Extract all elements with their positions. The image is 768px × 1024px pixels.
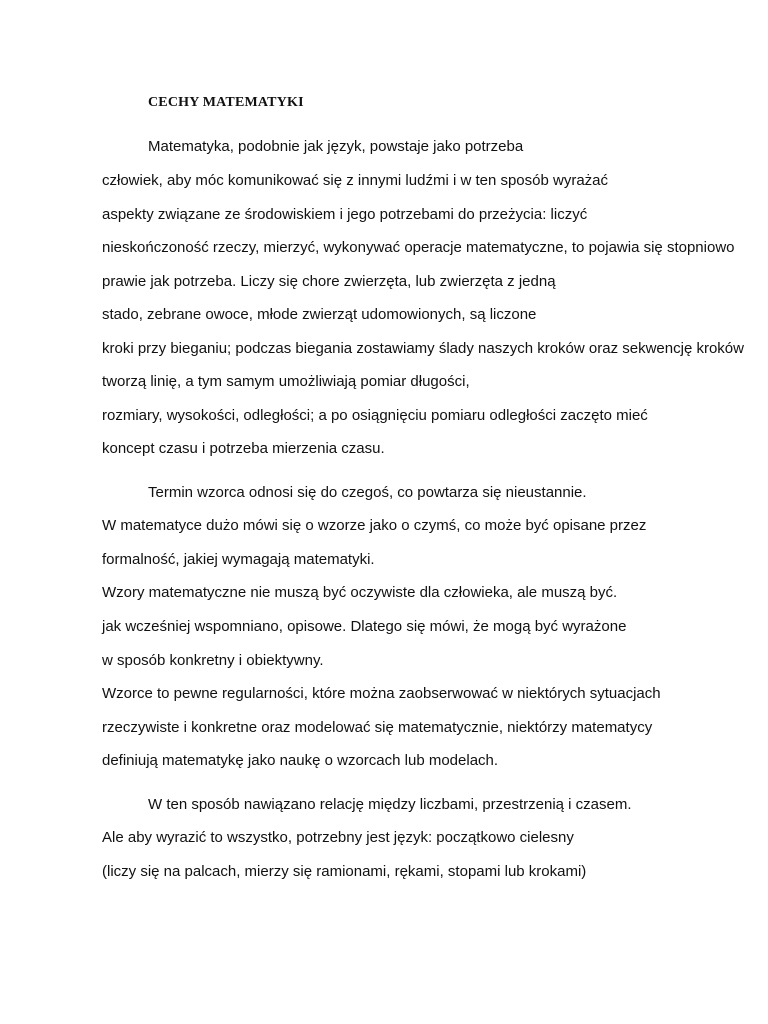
paragraph-3-line-3: (liczy się na palcach, mierzy się ramionami, rękami, stopami lub krokami) [102,863,587,880]
paragraph-1-line-10: koncept czasu i potrzeba mierzenia czasu. [102,440,385,457]
paragraph-1-line-9: rozmiary, wysokości, odległości; a po osiągnięciu pomiaru odległości zaczęto mieć [102,407,648,424]
paragraph-1-line-7: kroki przy bieganiu; podczas biegania zostawiamy ślady naszych kroków oraz sekwencję kroków [102,340,744,357]
document-title: CECHY MATEMATYKI [148,95,304,110]
paragraph-2-line-3: formalność, jakiej wymagają matematyki. [102,551,375,568]
paragraph-1-line-3: aspekty związane ze środowiskiem i jego potrzebami do przeżycia: liczyć [102,206,588,223]
paragraph-2-line-4: Wzory matematyczne nie muszą być oczywiste dla człowieka, ale muszą być. [102,584,618,601]
paragraph-3-line-1: W ten sposób nawiązano relację między liczbami, przestrzenią i czasem. [148,796,632,813]
paragraph-1-line-4: nieskończoność rzeczy, mierzyć, wykonywać operacje matematyczne, to pojawia się stopniowo [102,239,735,256]
paragraph-1-line-5: prawie jak potrzeba. Liczy się chore zwierzęta, lub zwierzęta z jedną [102,273,556,290]
paragraph-3-line-2: Ale aby wyrazić to wszystko, potrzebny jest język: początkowo cielesny [102,829,574,846]
paragraph-2-line-8: rzeczywiste i konkretne oraz modelować się matematycznie, niektórzy matematycy [102,719,653,736]
paragraph-1-line-6: stado, zebrane owoce, młode zwierząt udomowionych, są liczone [102,306,537,323]
paragraph-2-line-5: jak wcześniej wspomniano, opisowe. Dlatego się mówi, że mogą być wyrażone [102,618,627,635]
paragraph-2-line-6: w sposób konkretny i obiektywny. [102,652,324,669]
paragraph-1-line-1: Matematyka, podobnie jak język, powstaje jako potrzeba [148,138,524,155]
paragraph-2-line-9: definiują matematykę jako naukę o wzorcach lub modelach. [102,752,499,769]
paragraph-2-line-1: Termin wzorca odnosi się do czegoś, co powtarza się nieustannie. [148,484,587,501]
paragraph-1-line-8: tworzą linię, a tym samym umożliwiają pomiar długości, [102,373,470,390]
paragraph-1-line-2: człowiek, aby móc komunikować się z innymi ludźmi i w ten sposób wyrażać [102,172,609,189]
paragraph-2-line-7: Wzorce to pewne regularności, które można zaobserwować w niektórych sytuacjach [102,685,661,702]
paragraph-2-line-2: W matematyce dużo mówi się o wzorze jako o czymś, co może być opisane przez [102,517,647,534]
